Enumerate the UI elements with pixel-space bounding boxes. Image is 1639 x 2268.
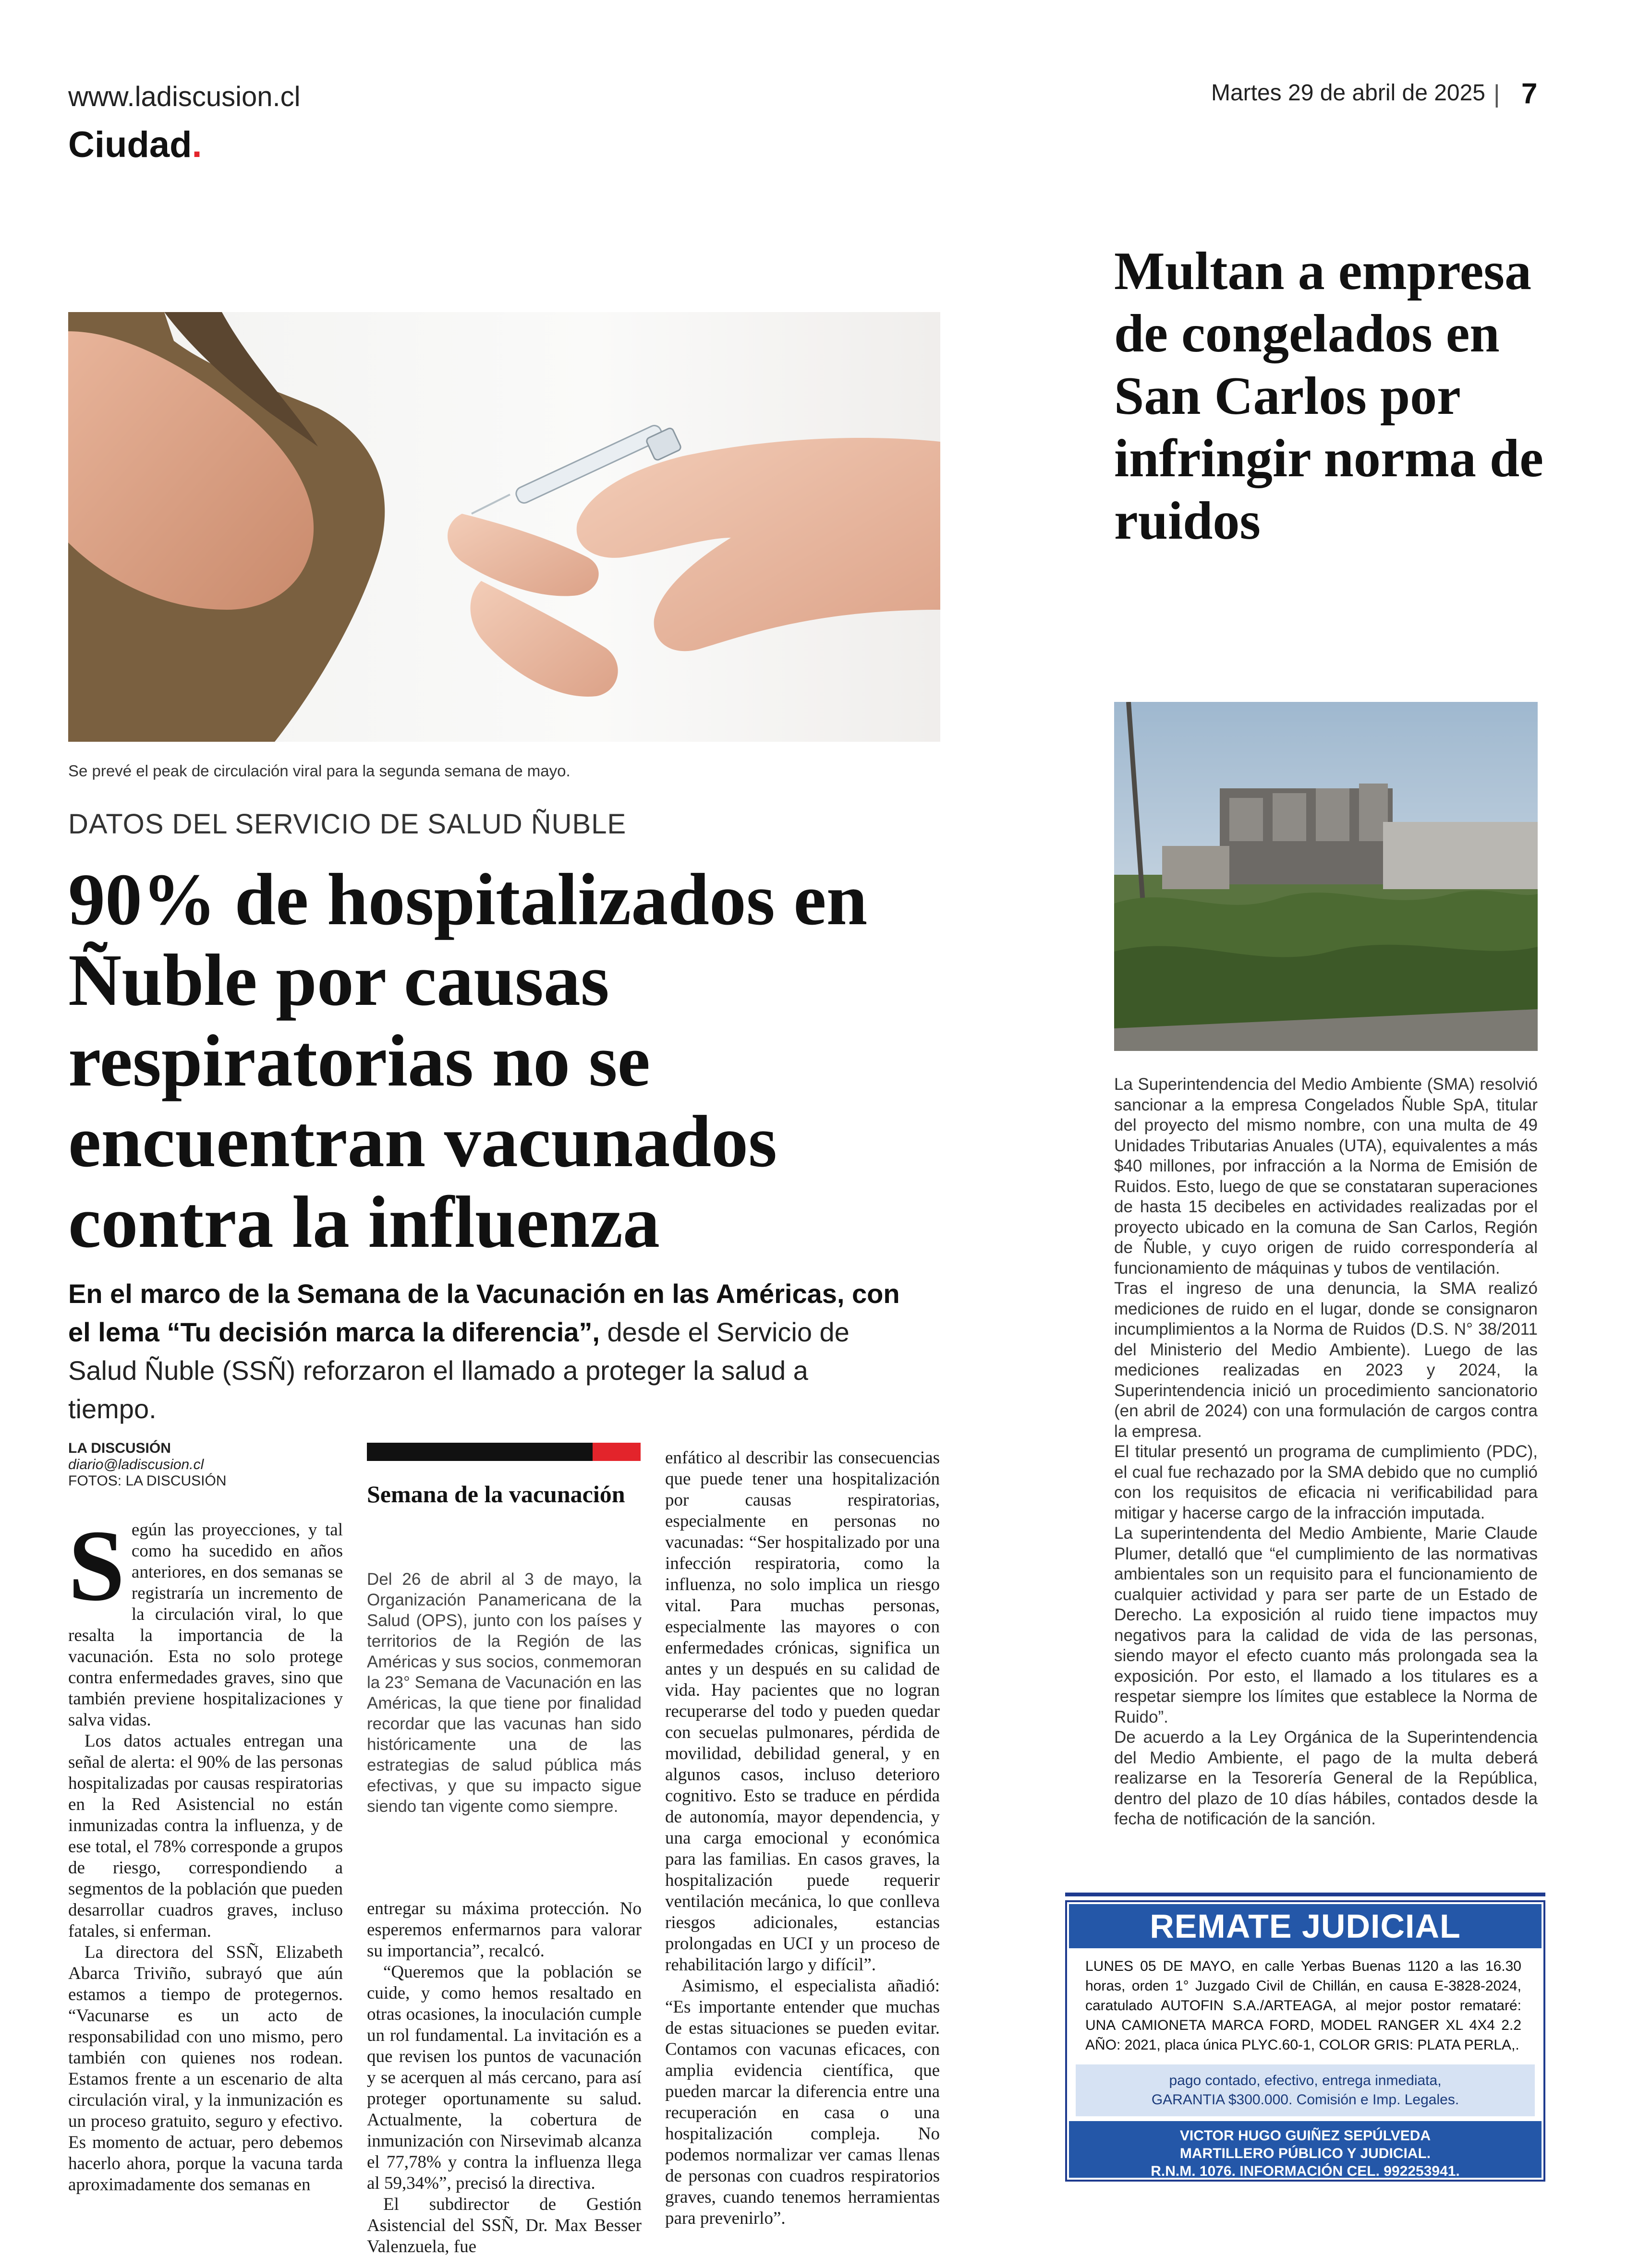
article-kicker: DATOS DEL SERVICIO DE SALUD ÑUBLE: [68, 808, 627, 840]
byline: [68, 1440, 227, 1489]
byline-org: LA DISCUSIÓN: [68, 1440, 171, 1456]
article-column-3: [665, 1448, 940, 2229]
paragraph: Tras el ingreso de una denuncia, la SMA realizó mediciones de ruido en el lugar, donde se consignaron incumplimientos a la Norma de Ruidos (D.S. N° 38/2011 del Ministerio del Medio Ambiente). Luego de las mediciones realizadas en 2023 y 2024, la Superintendencia inició un procedimiento sancionatorio (en abril de 2024) con una formulación de cargos contra la empresa.: [1114, 1279, 1538, 1441]
article-lead: [68, 1275, 904, 1428]
ad-payment-line: pago contado, efectivo, entrega inmediata,: [1169, 2073, 1442, 2088]
byline-photos: FOTOS: LA DISCUSIÓN: [68, 1473, 227, 1489]
ad-text: LUNES 05 DE MAYO, en calle Yerbas Buenas 1120 a las 16.30 horas, orden 1° Juzgado Civil de Chillán, en causa E-3828-2024, caratulado AUTOFIN S.A./ARTEAGA, al mejor postor remataré: UNA CAMIONETA MARCA FORD, MODEL RANGER XL 4X4 2.2 AÑO: 2021, placa única PLYC.60-1, COLOR GRIS: PLATA PERLA,.: [1085, 1958, 1521, 2053]
ad-payment-line: GARANTIA $300.000. Comisión e Imp. Legales.: [1151, 2092, 1459, 2108]
ad-contact-line: MARTILLERO PÚBLICO Y JUDICIAL.: [1179, 2146, 1431, 2161]
drop-cap: S: [68, 1509, 125, 1622]
ad-top-rule: [1065, 1893, 1545, 1896]
sidebar-rule-red: [593, 1443, 641, 1461]
vaccination-photo: [68, 312, 940, 742]
main-headline: 90% de hospitalizados en Ñuble por causas respiratorias no se encuentran vacunados contra la influenza: [68, 859, 868, 1263]
issue-date: Martes 29 de abril de 2025: [1211, 80, 1485, 106]
paragraph: enfático al describir las consecuencias que puede tener una hospitalización por causas respiratorias, especialmente en personas no vacunadas: “Ser hospitalizado por una infección respiratoria, como la influenza, no solo implica un riesgo vital. Para muchas personas, especialmente las mayores o con enfermedades crónicas, significa un antes y un después en su calidad de vida. Hay pacientes que no logran recuperarse del todo y pueden quedar con secuelas pulmonares, pérdida de movilidad, debilidad general, y en algunos casos, incluso deterioro cognitivo. Esto se traduce en pérdida de autonomía, mayor dependencia, y una carga emocional y económica para las familias. En casos graves, la hospitalización puede requerir ventilación mecánica, lo que conlleva riesgos adicionales, estancias prolongadas en UCI y un proceso de rehabilitación largo y difícil”.: [665, 1448, 940, 1975]
lead-bold: En el marco de la Semana de la Vacunación en las Américas, con el lema “Tu decisión marca la diferencia”,: [68, 1279, 900, 1347]
section-title: Ciudad.: [68, 124, 202, 165]
photo-caption: Se prevé el peak de circulación viral para la segunda semana de mayo.: [68, 762, 571, 780]
lead-rest: desde el Servicio de Salud Ñuble (SSÑ) reforzaron el llamado a proteger la salud a tiempo.: [68, 1317, 850, 1424]
paragraph: El titular presentó un programa de cumplimiento (PDC), el cual fue rechazado por la SMA debido que no cumplió con los requisitos de eficacia ni verificabilidad para mitigar y hacerse cargo de la infracción imputada.: [1114, 1442, 1538, 1522]
sidebar-rule-black: [367, 1443, 593, 1461]
second-headline: Multan a empresa de congelados en San Carlos por infringir norma de ruidos: [1114, 241, 1543, 551]
article-column-2: [367, 1898, 642, 2257]
paragraph: Asimismo, el especialista añadió: “Es importante entender que muchas de estas situaciones se pueden evitar. Contamos con vacunas eficaces, con amplia evidencia científica, que pueden marcar la diferencia entre una recuperación en casa o una hospitalización compleja. No podemos normalizar ver camas llenas de personas con cuadros respiratorios graves, cuando tenemos herramientas para prevenirlo”.: [665, 1976, 940, 2228]
header-separator: |: [1493, 80, 1500, 108]
ad-contact-line: VICTOR HUGO GUIÑEZ SEPÚLVEDA: [1179, 2128, 1431, 2144]
ad-contact-line: R.N.M. 1076. INFORMACIÓN CEL. 992253941.: [1151, 2163, 1460, 2179]
paragraph: De acuerdo a la Ley Orgánica de la Superintendencia del Medio Ambiente, el pago de la multa deberá realizarse en la Tesorería General de la República, dentro del plazo de 10 días hábiles, contados desde la fecha de notificación de la sanción.: [1114, 1728, 1538, 1828]
paragraph: La directora del SSÑ, Elizabeth Abarca Triviño, subrayó que aún estamos a tiempo de protegernos. “Vacunarse es un acto de responsabilidad con uno mismo, pero también con quienes nos rodean. Estamos frente a un escenario de alta circulación viral, y la inmunización es un proceso gratuito, seguro y efectivo. Es momento de actuar, pero debemos hacerlo ahora, porque la vacuna tarda aproximadamente dos semanas en: [68, 1942, 343, 2195]
paragraph: entregar su máxima protección. No esperemos enfermarnos para valorar su importancia”, recalcó.: [367, 1899, 642, 1961]
factory-photo: [1114, 702, 1538, 1051]
sidebar-title: Semana de la vacunación: [367, 1481, 625, 1508]
ad-contact: [1069, 2121, 1542, 2178]
section-dot: .: [192, 124, 202, 165]
paragraph: La superintendenta del Medio Ambiente, Marie Claude Plumer, detalló que “el cumplimiento de las normativas ambientales son un requisito para el funcionamiento de cualquier actividad y para ser parte de un Estado de Derecho. La exposición al ruido tiene impactos muy negativos para la calidad de vida de las personas, siendo mayor el efecto cuanto más prolongada sea la exposición. Por esto, el llamado a los titulares es a respetar siempre los límites que establece la Norma de Ruido”.: [1114, 1524, 1538, 1726]
site-url[interactable]: www.ladiscusion.cl: [68, 81, 301, 112]
page-number: 7: [1521, 77, 1538, 109]
second-article-body: [1114, 1074, 1538, 1830]
paragraph: “Queremos que la población se cuide, y como hemos resaltado en otras ocasiones, la inoculación cumple un rol fundamental. La invitación es a que revisen los puntos de vacunación y se acerquen al más cercano, para así proteger oportunamente su salud. Actualmente, la cobertura de inmunización con Nirsevimab alcanza el 77,78% y contra la influenza llega al 59,34%”, precisó la directiva.: [367, 1962, 642, 2193]
paragraph: El subdirector de Gestión Asistencial del SSÑ, Dr. Max Besser Valenzuela, fue: [367, 2195, 642, 2256]
sidebar-body: Del 26 de abril al 3 de mayo, la Organización Panamericana de la Salud (OPS), junto con los países y territorios de la Región de las Américas y sus socios, conmemoran la 23° Semana de Vacunación en las Américas, la que tiene por finalidad recordar que las vacunas han sido históricamente una de las estrategias de salud pública más efectivas, y que su impacto sigue siendo tan vigente como siempre.: [367, 1570, 642, 1816]
paragraph: Los datos actuales entregan una señal de alerta: el 90% de las personas hospitalizadas por causas respiratorias en la Red Asistencial no están inmunizadas contra la influenza, y de ese total, el 78% corresponde a grupos de riesgo, correspondiendo a segmentos de la población que pueden desarrollar cuadros graves, incluso fatales, si enferman.: [68, 1731, 343, 1941]
paragraph: La Superintendencia del Medio Ambiente (SMA) resolvió sancionar a la empresa Congelados Ñuble SpA, titular del proyecto del mismo nombre, con una multa de 49 Unidades Tributarias Anuales (UTA), equivalentes a más $40 millones, por infracción a la Norma de Emisión de Ruidos. Esto, luego de que se constataran superaciones de hasta 15 decibeles en actividades realizadas por el proyecto ubicado en la comuna de San Carlos, Región de Ñuble, y cuyo origen de ruido correspondería al funcionamiento de máquinas y tubos de ventilación.: [1114, 1075, 1538, 1278]
ad-payment-terms: [1076, 2064, 1535, 2116]
article-column-1: [68, 1509, 343, 2196]
paragraph: egún las proyecciones, y tal como ha sucedido en años anteriores, en dos semanas se registraría un incremento de la circulación viral, lo que resalta la importancia de la vacunación. Esta no solo protege contra enfermedades graves, sino que también previene hospitalizaciones y salva vidas.: [68, 1520, 343, 1730]
byline-email[interactable]: diario@ladiscusion.cl: [68, 1457, 204, 1472]
ad-title: REMATE JUDICIAL: [1069, 1904, 1542, 1948]
